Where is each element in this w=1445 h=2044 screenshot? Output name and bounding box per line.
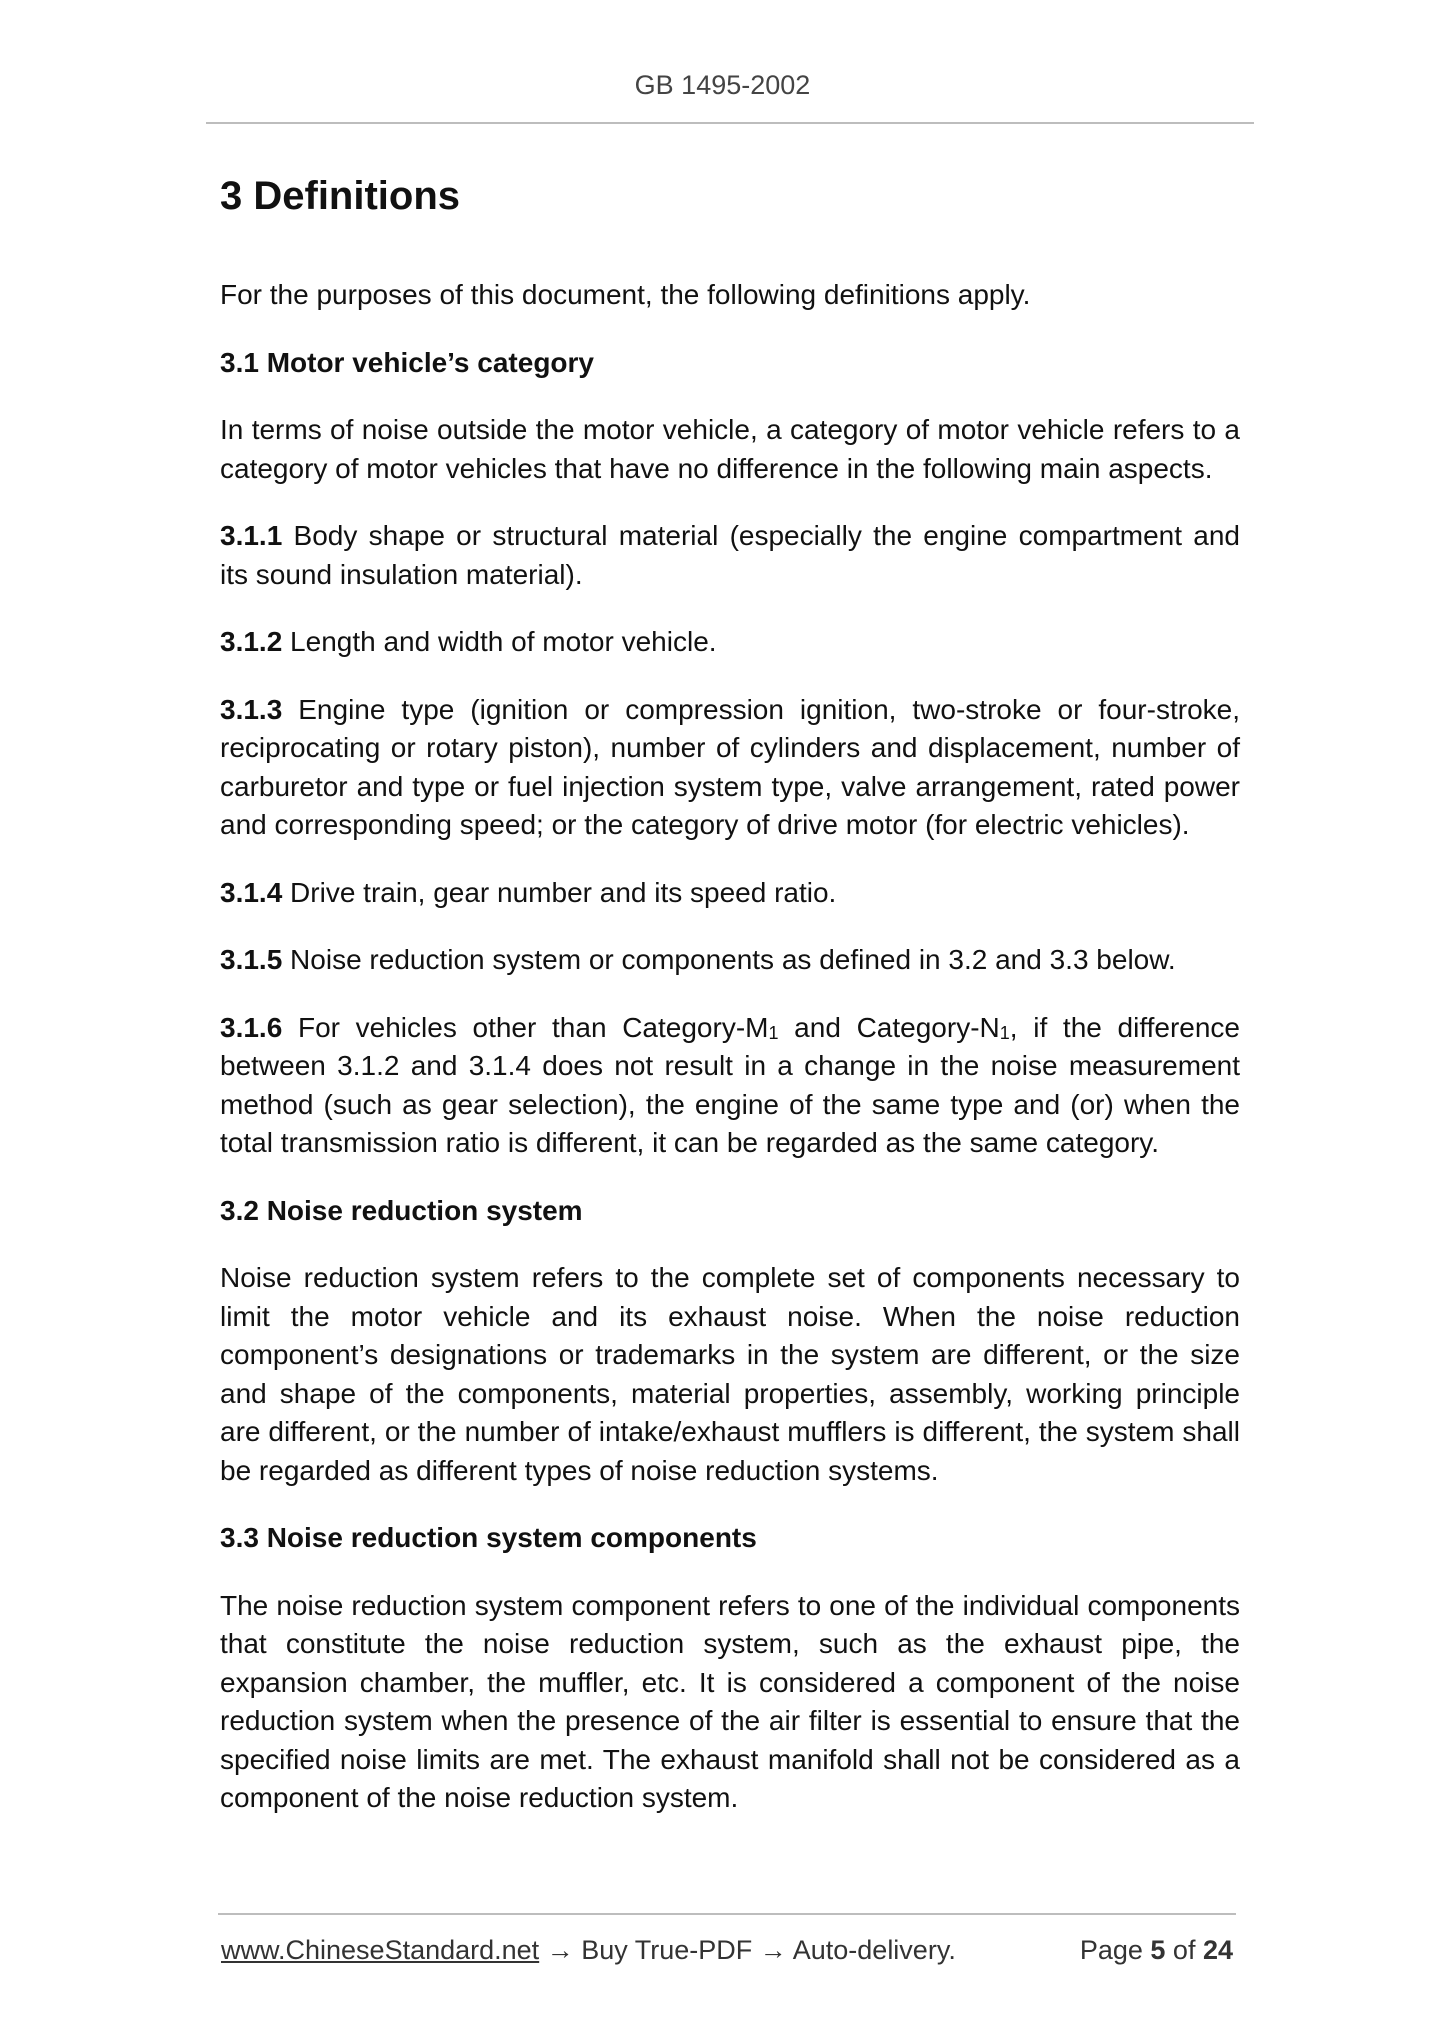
footer-divider [218,1913,1236,1915]
section-title: 3 Definitions [220,174,461,218]
header-divider [206,122,1254,124]
clause-text: Engine type (ignition or compression ignition, two-stroke or four-stroke, reciprocating or rotary piston), number of cylinders and displacement, number of carburetor and type or fuel injection system type, valve arrangement, rated power and corresponding speed; or the category of drive motor (for electric vehicles). [220,693,1240,840]
heading-3-1: 3.1 Motor vehicle’s category [220,346,594,378]
subscript: 1 [999,1022,1010,1043]
heading-3-3: 3.3 Noise reduction system components [220,1522,757,1553]
clause-text: , if the difference between 3.1.2 and 3.1.4 does not result in a change in the noise measurement method (such as gear selection), the engine of the same type and (or) when the total transmission ratio is different, it can be regarded as the same category. [220,1011,1240,1158]
clause-text: and Category-N [778,1011,1000,1043]
clause-text: For vehicles other than Category-M [282,1011,769,1043]
clause-text: Drive train, gear number and its speed ratio. [282,876,837,908]
clause-3-1-6 [220,1009,1240,1163]
page-of: of [1165,1935,1203,1965]
clause-3-1-2 [220,623,1240,662]
heading-3-2: 3.2 Noise reduction system [220,1194,583,1226]
clause-3-1-4 [220,874,1240,913]
page-total: 24 [1202,1935,1233,1965]
clause-number: 3.1.1 [220,520,283,551]
paragraph-3-1: In terms of noise outside the motor vehicle, a category of motor vehicle refers to a category of motor vehicles that have no difference in the following main aspects. [220,414,1240,484]
footer-tagline: → Buy True-PDF → Auto-delivery. [539,1935,956,1965]
clause-3-1-3 [220,691,1240,845]
subscript: 1 [768,1022,779,1043]
website-link[interactable]: www.ChineseStandard.net [221,1935,540,1965]
document-body [220,168,1240,1847]
clause-number: 3.1.3 [220,693,283,725]
clause-text: Noise reduction system or components as defined in 3.2 and 3.3 below. [282,944,1176,975]
clause-3-1-5 [220,941,1240,980]
page-number [1080,1930,1233,1970]
clause-text: Body shape or structural material (especially the engine compartment and its sound insulation material). [220,520,1240,590]
clause-number: 3.1.6 [220,1011,283,1043]
page-footer [221,1930,1233,1970]
page-word: Page [1079,1935,1151,1965]
footer-promo [221,1930,956,1970]
running-header: GB 1495-2002 [634,70,811,100]
clause-number: 3.1.2 [220,626,283,657]
clause-3-1-1 [220,517,1240,594]
clause-text: Length and width of motor vehicle. [282,626,717,657]
section-intro: For the purposes of this document, the following definitions apply. [220,279,1031,310]
clause-number: 3.1.5 [220,944,283,975]
clause-number: 3.1.4 [220,876,283,908]
paragraph-3-3: The noise reduction system component refers to one of the individual components that constitute the noise reduction system, such as the exhaust pipe, the expansion chamber, the muffler, etc. It is considered a component of the noise reduction system when the presence of the air filter is essential to ensure that the specified noise limits are met. The exhaust manifold shall not be considered as a component of the noise reduction system. [220,1589,1240,1813]
paragraph-3-2: Noise reduction system refers to the complete set of components necessary to limit the motor vehicle and its exhaust noise. When the noise reduction component’s designations or trademarks in the system are different, or the size and shape of the components, material properties, assembly, working principle are different, or the number of intake/exhaust mufflers is different, the system shall be regarded as different types of noise reduction systems. [220,1262,1240,1486]
page-current: 5 [1150,1935,1166,1965]
